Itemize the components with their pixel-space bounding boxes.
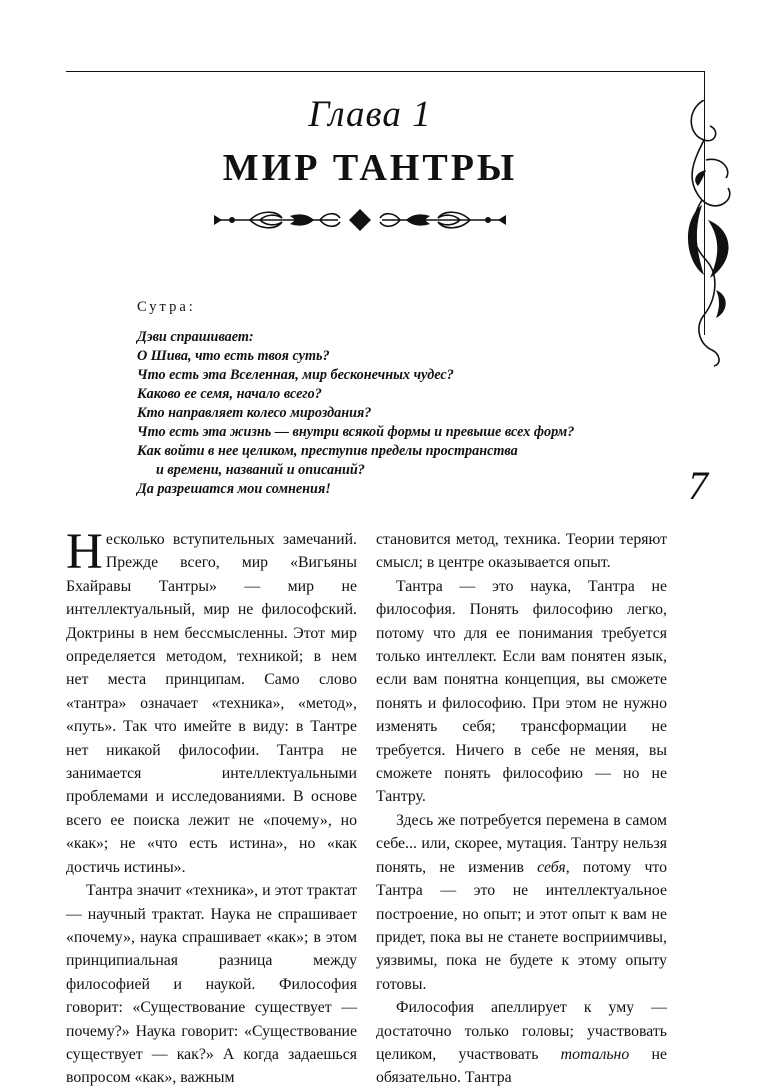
ornament-divider-icon	[210, 206, 510, 234]
sutra-verse	[137, 328, 574, 499]
paragraph-text: не обязательно. Тантра	[376, 1045, 667, 1087]
sutra-line: Как войти в нее целиком, преступив пределы пространства	[137, 443, 518, 459]
body-paragraph	[376, 809, 667, 996]
body-paragraph	[66, 524, 357, 879]
body-paragraph: Тантра — это наука, Тантра не философия. Понять философию легко, потому что для ее понимания требуется только интеллект. Если вам понятен язык, если вам понятна концепция, вы сможете понять и философию. При этом не нужно изменять себя; трансформации не требуется. Ничего в себе не меняя, вы сможете понять философию — но не Тантру.	[376, 577, 667, 806]
sutra-line: Кто направляет колесо мироздания?	[137, 405, 372, 421]
ornament-flourish-icon	[676, 100, 746, 370]
sutra-line: О Шива, что есть твоя суть?	[137, 348, 330, 364]
sutra-line: и времени, названий и описаний?	[156, 462, 365, 478]
sutra-line: Да разрешатся мои сомнения!	[137, 481, 331, 497]
body-paragraph: становится метод, техника. Теории теряют смысл; в центре оказывается опыт.	[376, 531, 667, 572]
drop-cap: Н	[66, 524, 103, 580]
emphasis-text: себя	[537, 858, 566, 876]
body-column-left	[66, 524, 357, 1090]
paragraph-text: Философия апеллирует к уму — достаточно только головы; участвовать целиком, участвовать	[376, 999, 667, 1063]
sutra-line: Дэви спрашивает:	[137, 329, 254, 345]
frame-top-rule	[66, 71, 705, 72]
emphasis-text: тотально	[560, 1045, 630, 1063]
sutra-line: Что есть эта жизнь — внутри всякой формы и превыше всех форм?	[137, 424, 575, 440]
chapter-title: МИР ТАНТРЫ	[222, 147, 518, 189]
paragraph-text: , потому что Тантра — это не интеллектуальное построение, но опыт; и этот опыт к вам не придет, пока вы не станете восприимчивы, уязвимы, пока не будете к этому опыту готовы.	[376, 858, 667, 993]
paragraph-text: есколько вступительных замечаний. Прежде всего, мир «Вигьяны Бхайравы Тантры» — мир не интеллектуальный, мир не философский. Доктрины в нем бессмысленны. Этот мир определяется методом, техникой; в нем нет места принципам. Само слово «тантра» означает «техника», «метод», «путь». Так что имейте в виду: в Тантре нет никакой философии. Тантра не занимается интеллектуальными проблемами и исследованиями. В основе всего ее поиска лежит не «почему», но «как»; не «что есть истина», но «как достичь истины».	[66, 531, 357, 876]
body-paragraph	[376, 996, 667, 1090]
body-column-right	[376, 528, 667, 1090]
paragraph-text: Здесь же потребуется перемена в самом себе... или, скорее, мутация. Тантру нельзя понять, не изменив	[376, 811, 667, 876]
body-paragraph: Тантра значит «техника», и этот трактат — научный трактат. Наука не спрашивает «почему», наука спрашивает «как»; в этом принципиальная разница между философией и наукой. Философия говорит: «Существование существует — почему?» Наука говорит: «Существование существует — как?» А когда задаешься вопросом «как», важным	[66, 882, 357, 1087]
sutra-line: Что есть эта Вселенная, мир бесконечных чудес?	[137, 367, 454, 383]
sutra-label: Сутра:	[137, 299, 196, 315]
page-number: 7	[688, 463, 708, 508]
chapter-label: Глава 1	[308, 94, 432, 135]
sutra-line: Каково ее семя, начало всего?	[137, 386, 322, 402]
